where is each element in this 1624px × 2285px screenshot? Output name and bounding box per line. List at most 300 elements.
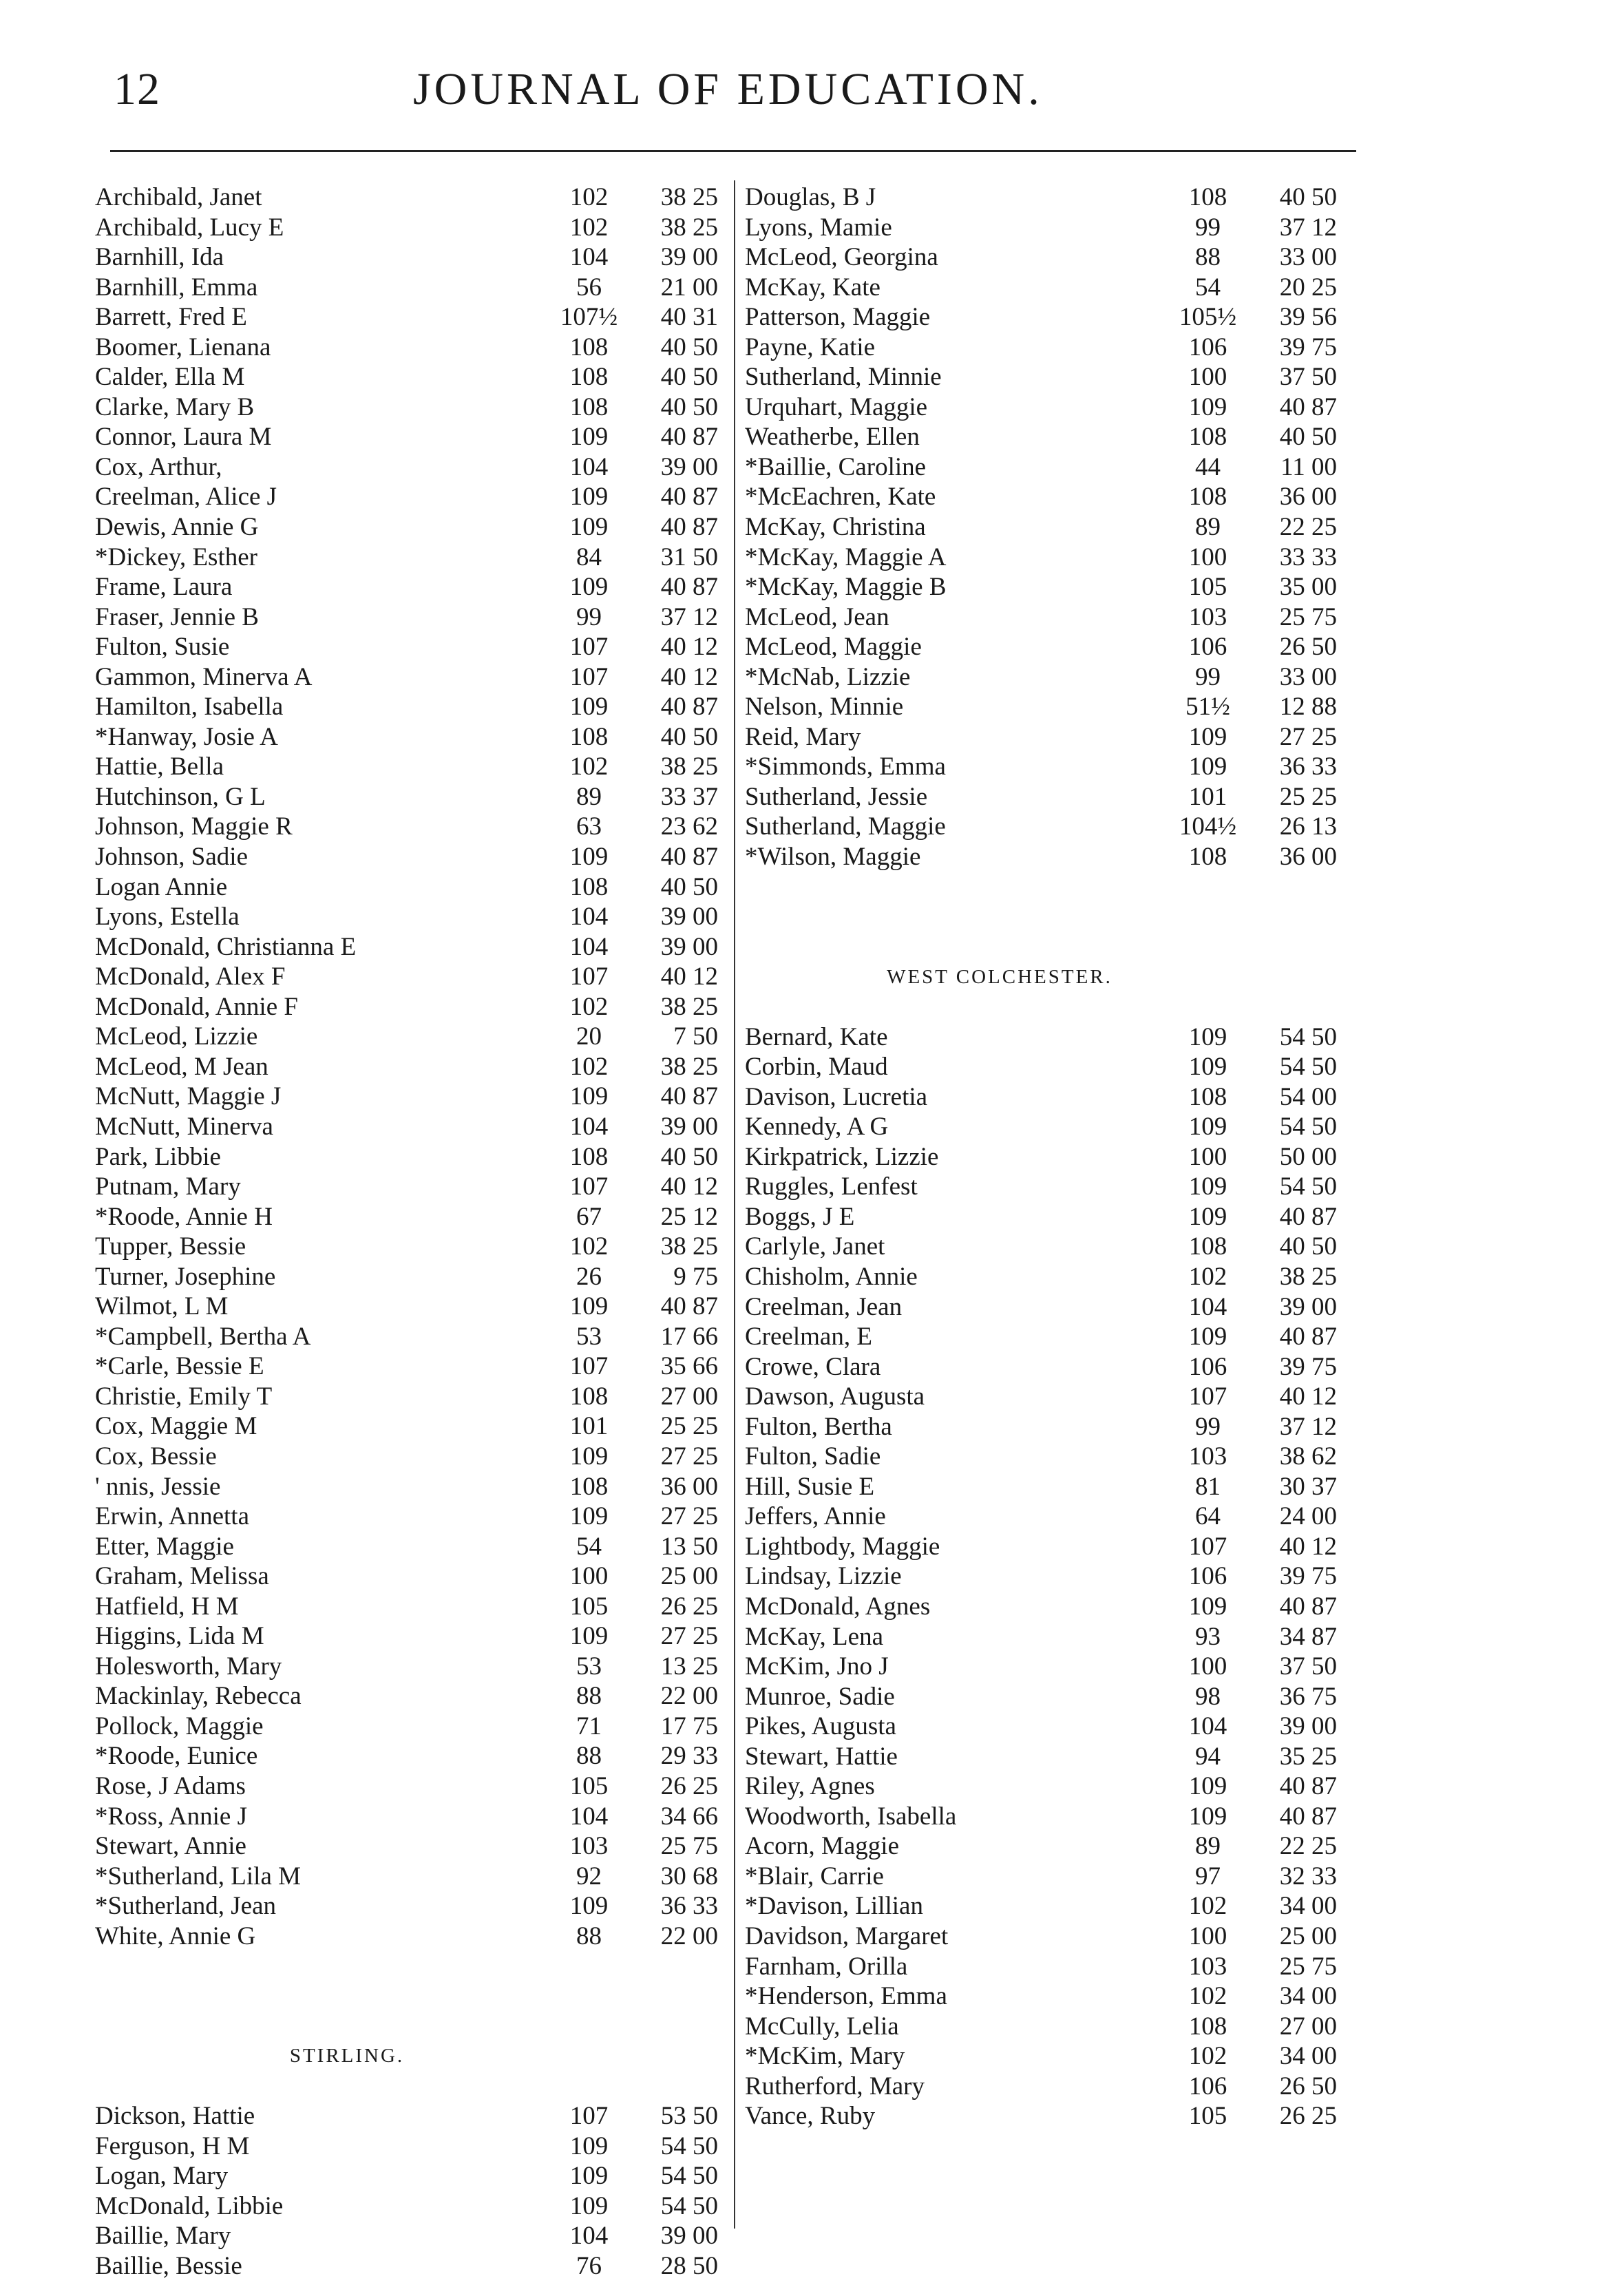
student-days: 88 xyxy=(576,1921,602,1950)
student-days: 63 xyxy=(576,812,602,841)
student-amount: 37 50 xyxy=(1279,363,1337,392)
student-days: 108 xyxy=(569,392,609,421)
student-name: Rose, J Adams xyxy=(95,1771,246,1800)
student-days: 109 xyxy=(569,2162,609,2191)
student-amount: 40 87 xyxy=(1279,1323,1337,1351)
table-row xyxy=(745,242,1364,273)
student-days: 102 xyxy=(569,1052,609,1081)
student-amount: 35 25 xyxy=(1279,1742,1337,1771)
student-days: 104 xyxy=(1188,1292,1227,1321)
student-amount: 37 12 xyxy=(1279,213,1337,242)
student-days: 108 xyxy=(569,722,609,751)
student-name: Munroe, Sadie xyxy=(745,1682,895,1711)
student-name: Urquhart, Maggie xyxy=(745,392,928,421)
student-name: Patterson, Maggie xyxy=(745,303,931,332)
table-row xyxy=(95,1382,723,1412)
student-name: Cox, Arthur, xyxy=(95,452,222,481)
table-row xyxy=(95,1202,723,1232)
student-amount: 40 87 xyxy=(660,1292,718,1321)
table-row xyxy=(745,213,1364,243)
table-row xyxy=(95,242,723,273)
student-amount: 22 00 xyxy=(660,1921,718,1950)
student-amount: 27 25 xyxy=(1279,722,1337,751)
student-name: *Roode, Annie H xyxy=(95,1202,273,1231)
table-row xyxy=(95,992,723,1022)
student-days: 100 xyxy=(1188,1652,1227,1681)
student-name: Sutherland, Minnie xyxy=(745,363,942,392)
table-row xyxy=(95,1712,723,1742)
table-row xyxy=(95,1621,723,1652)
table-row xyxy=(745,1742,1364,1772)
right-column xyxy=(745,182,1364,2131)
student-amount: 50 00 xyxy=(1279,1142,1337,1171)
student-name: Ferguson, H M xyxy=(95,2131,250,2160)
student-name: Mackinlay, Rebecca xyxy=(95,1682,302,1711)
student-days: 106 xyxy=(1188,2072,1227,2100)
student-name: McKay, Lena xyxy=(745,1622,884,1651)
table-row xyxy=(95,1262,723,1292)
student-name: Fraser, Jennie B xyxy=(95,602,259,631)
student-days: 102 xyxy=(1188,2042,1227,2071)
student-amount: 37 12 xyxy=(1279,1412,1337,1441)
student-days: 100 xyxy=(1188,543,1227,571)
student-days: 104 xyxy=(569,932,609,961)
table-row xyxy=(95,812,723,842)
student-amount: 38 25 xyxy=(660,752,718,781)
student-days: 102 xyxy=(1188,1982,1227,2011)
student-amount: 40 50 xyxy=(1279,1232,1337,1261)
student-amount: 54 00 xyxy=(1279,1082,1337,1111)
student-amount: 40 12 xyxy=(660,633,718,662)
student-name: Crowe, Clara xyxy=(745,1352,881,1381)
table-row xyxy=(95,692,723,722)
student-name: Creelman, Alice J xyxy=(95,483,277,512)
student-days: 109 xyxy=(569,1502,609,1531)
student-amount: 21 00 xyxy=(660,273,718,302)
student-name: McNutt, Minerva xyxy=(95,1112,273,1141)
student-name: White, Annie G xyxy=(95,1921,256,1950)
student-days: 108 xyxy=(569,872,609,901)
table-row xyxy=(95,662,723,693)
student-amount: 22 25 xyxy=(1279,1832,1337,1861)
student-amount: 13 25 xyxy=(660,1652,718,1681)
student-amount: 54 50 xyxy=(660,2191,718,2220)
student-name: Hatfield, H M xyxy=(95,1592,239,1621)
student-amount: 33 00 xyxy=(1279,662,1337,691)
student-name: Barnhill, Ida xyxy=(95,243,224,272)
student-amount: 34 87 xyxy=(1279,1622,1337,1651)
table-row xyxy=(95,602,723,633)
student-days: 109 xyxy=(1188,1592,1227,1621)
column-divider xyxy=(734,180,735,2229)
table-row xyxy=(95,1862,723,1892)
table-row xyxy=(745,2101,1364,2131)
student-amount: 25 75 xyxy=(1279,602,1337,631)
student-amount: 34 66 xyxy=(660,1802,718,1831)
student-name: Baillie, Bessie xyxy=(95,2252,242,2280)
student-amount: 40 87 xyxy=(1279,1802,1337,1831)
student-days: 109 xyxy=(569,1442,609,1471)
student-name: Hutchinson, G L xyxy=(95,782,266,811)
table-row xyxy=(745,1472,1364,1502)
student-name: Reid, Mary xyxy=(745,722,861,751)
student-name: Logan Annie xyxy=(95,872,228,901)
table-row xyxy=(745,1592,1364,1622)
student-days: 108 xyxy=(1188,483,1227,512)
table-row xyxy=(745,482,1364,512)
student-days: 107 xyxy=(1188,1532,1227,1561)
section-heading-west-colchester: WEST COLCHESTER. xyxy=(887,965,1112,988)
student-days: 100 xyxy=(1188,1921,1227,1950)
table-row xyxy=(95,1082,723,1112)
student-days: 107 xyxy=(1188,1382,1227,1411)
student-days: 108 xyxy=(569,1142,609,1171)
student-amount: 22 25 xyxy=(1279,513,1337,542)
table-row xyxy=(95,1292,723,1322)
student-days: 109 xyxy=(569,2191,609,2220)
student-days: 54 xyxy=(576,1532,602,1561)
student-name: Lyons, Mamie xyxy=(745,213,892,242)
student-days: 93 xyxy=(1195,1622,1221,1651)
student-days: 109 xyxy=(1188,1202,1227,1231)
student-amount: 40 87 xyxy=(660,573,718,602)
student-name: Jeffers, Annie xyxy=(745,1502,886,1531)
student-days: 109 xyxy=(1188,392,1227,421)
left-column xyxy=(95,182,723,2282)
table-row xyxy=(95,1442,723,1472)
student-amount: 36 75 xyxy=(1279,1682,1337,1711)
student-days: 109 xyxy=(1188,1323,1227,1351)
table-row xyxy=(95,872,723,903)
student-days: 109 xyxy=(1188,752,1227,781)
student-name: Putnam, Mary xyxy=(95,1172,241,1201)
student-days: 109 xyxy=(1188,1113,1227,1141)
student-days: 102 xyxy=(569,183,609,211)
table-row xyxy=(745,1052,1364,1082)
table-row xyxy=(745,1652,1364,1682)
student-name: Creelman, Jean xyxy=(745,1292,903,1321)
table-row xyxy=(95,962,723,992)
table-row xyxy=(745,1082,1364,1113)
table-row xyxy=(745,632,1364,662)
table-row xyxy=(745,1262,1364,1292)
student-name: Hill, Susie E xyxy=(745,1472,875,1501)
student-days: 107½ xyxy=(560,303,618,332)
student-amount: 40 50 xyxy=(660,363,718,392)
student-amount: 54 50 xyxy=(1279,1113,1337,1141)
student-amount: 40 50 xyxy=(660,392,718,421)
student-days: 109 xyxy=(569,1082,609,1111)
student-amount: 27 25 xyxy=(660,1502,718,1531)
student-days: 92 xyxy=(576,1862,602,1891)
student-days: 84 xyxy=(576,543,602,571)
student-days: 108 xyxy=(1188,2012,1227,2041)
table-row xyxy=(745,1022,1364,1053)
table-row xyxy=(95,392,723,423)
student-days: 109 xyxy=(569,693,609,722)
student-days: 109 xyxy=(569,513,609,542)
table-row xyxy=(95,752,723,782)
student-name: Lindsay, Lizzie xyxy=(745,1562,902,1591)
student-days: 26 xyxy=(576,1262,602,1291)
student-days: 109 xyxy=(1188,722,1227,751)
student-days: 54 xyxy=(1195,273,1221,302)
student-name: Woodworth, Isabella xyxy=(745,1802,957,1831)
student-days: 88 xyxy=(576,1682,602,1711)
student-days: 109 xyxy=(569,1622,609,1651)
student-days: 104 xyxy=(569,243,609,272)
student-days: 98 xyxy=(1195,1682,1221,1711)
student-name: Calder, Ella M xyxy=(95,363,245,392)
student-amount: 27 25 xyxy=(660,1622,718,1651)
student-days: 89 xyxy=(576,782,602,811)
table-row xyxy=(745,1622,1364,1652)
table-row xyxy=(745,1981,1364,2012)
student-amount: 39 00 xyxy=(660,452,718,481)
student-days: 109 xyxy=(1188,1802,1227,1831)
student-days: 56 xyxy=(576,273,602,302)
student-name: Davison, Lucretia xyxy=(745,1082,928,1111)
student-amount: 36 00 xyxy=(1279,483,1337,512)
student-name: *Henderson, Emma xyxy=(745,1982,947,2011)
student-amount: 9 75 xyxy=(673,1262,718,1291)
student-name: Sutherland, Maggie xyxy=(745,812,946,841)
student-amount: 26 13 xyxy=(1279,812,1337,841)
student-days: 109 xyxy=(1188,1022,1227,1051)
student-amount: 40 50 xyxy=(660,872,718,901)
student-amount: 40 87 xyxy=(1279,1202,1337,1231)
student-days: 104 xyxy=(569,1802,609,1831)
student-days: 104 xyxy=(1188,1712,1227,1741)
student-amount: 38 25 xyxy=(660,1052,718,1081)
student-amount: 24 00 xyxy=(1279,1502,1337,1531)
student-days: 99 xyxy=(1195,662,1221,691)
student-days: 108 xyxy=(1188,1232,1227,1261)
student-days: 89 xyxy=(1195,1832,1221,1861)
student-days: 108 xyxy=(1188,1082,1227,1111)
student-days: 89 xyxy=(1195,513,1221,542)
student-amount: 38 25 xyxy=(660,992,718,1021)
student-amount: 29 33 xyxy=(660,1742,718,1771)
student-amount: 30 68 xyxy=(660,1862,718,1891)
section-gap xyxy=(745,872,1364,932)
student-amount: 34 00 xyxy=(1279,1982,1337,2011)
table-row xyxy=(745,1921,1364,1952)
student-days: 103 xyxy=(569,1832,609,1861)
left-list-2 xyxy=(95,2101,723,2281)
student-name: Carlyle, Janet xyxy=(745,1232,885,1261)
student-name: *McNab, Lizzie xyxy=(745,662,911,691)
table-row xyxy=(95,632,723,662)
student-days: 103 xyxy=(1188,1442,1227,1471)
student-days: 107 xyxy=(569,962,609,991)
table-row xyxy=(745,1771,1364,1802)
student-days: 105 xyxy=(569,1771,609,1800)
table-row xyxy=(95,1052,723,1082)
student-days: 71 xyxy=(576,1712,602,1740)
student-name: McLeod, M Jean xyxy=(95,1052,268,1081)
student-name: Wilmot, L M xyxy=(95,1292,229,1321)
student-name: ' nnis, Jessie xyxy=(95,1472,221,1501)
student-name: McCully, Lelia xyxy=(745,2012,899,2041)
student-name: McDonald, Alex F xyxy=(95,962,286,991)
student-days: 102 xyxy=(569,992,609,1021)
table-row xyxy=(95,1592,723,1622)
student-name: *Baillie, Caroline xyxy=(745,452,927,481)
student-amount: 25 75 xyxy=(1279,1952,1337,1981)
table-row xyxy=(95,1411,723,1442)
student-name: Johnson, Maggie R xyxy=(95,812,293,841)
table-row xyxy=(95,572,723,602)
student-name: Dewis, Annie G xyxy=(95,513,259,542)
student-amount: 27 00 xyxy=(660,1382,718,1411)
student-days: 107 xyxy=(569,1172,609,1201)
student-days: 109 xyxy=(569,2131,609,2160)
student-name: Erwin, Annetta xyxy=(95,1502,250,1531)
student-name: McDonald, Christianna E xyxy=(95,932,357,961)
student-amount: 25 00 xyxy=(1279,1921,1337,1950)
student-days: 107 xyxy=(569,633,609,662)
student-name: Baillie, Mary xyxy=(95,2222,231,2251)
table-row xyxy=(745,512,1364,543)
table-row xyxy=(745,1292,1364,1323)
section-heading-stirling: STIRLING. xyxy=(289,2045,405,2067)
student-amount: 39 75 xyxy=(1279,1352,1337,1381)
table-row xyxy=(95,1232,723,1262)
student-amount: 36 00 xyxy=(660,1472,718,1501)
student-days: 107 xyxy=(569,662,609,691)
student-days: 108 xyxy=(569,333,609,361)
table-row xyxy=(95,543,723,573)
student-amount: 12 88 xyxy=(1279,693,1337,722)
student-name: *Simmonds, Emma xyxy=(745,752,946,781)
student-amount: 54 50 xyxy=(1279,1022,1337,1051)
student-name: Lightbody, Maggie xyxy=(745,1532,940,1561)
table-row xyxy=(745,1232,1364,1262)
left-list-1 xyxy=(95,182,723,1951)
student-days: 94 xyxy=(1195,1742,1221,1771)
student-amount: 27 25 xyxy=(660,1442,718,1471)
student-days: 99 xyxy=(1195,213,1221,242)
student-name: McKay, Christina xyxy=(745,513,926,542)
student-name: Holesworth, Mary xyxy=(95,1652,282,1681)
student-amount: 25 00 xyxy=(660,1562,718,1591)
table-row xyxy=(95,2251,723,2282)
table-row xyxy=(95,1532,723,1562)
student-amount: 23 62 xyxy=(660,812,718,841)
student-amount: 40 87 xyxy=(660,513,718,542)
student-amount: 40 50 xyxy=(1279,183,1337,211)
student-days: 97 xyxy=(1195,1862,1221,1891)
student-name: *Blair, Carrie xyxy=(745,1862,884,1891)
student-amount: 40 87 xyxy=(1279,392,1337,421)
student-name: Archibald, Janet xyxy=(95,183,262,211)
student-name: Sutherland, Jessie xyxy=(745,782,928,811)
student-amount: 39 75 xyxy=(1279,1562,1337,1591)
table-row xyxy=(745,1561,1364,1592)
student-name: Fulton, Susie xyxy=(95,633,230,662)
table-row xyxy=(95,1322,723,1352)
student-name: Corbin, Maud xyxy=(745,1053,888,1082)
table-row xyxy=(745,1112,1364,1142)
student-amount: 26 25 xyxy=(1279,2102,1337,2131)
student-name: Chisholm, Annie xyxy=(745,1262,918,1291)
table-row xyxy=(95,1771,723,1802)
page-number: 12 xyxy=(114,64,160,114)
student-amount: 20 25 xyxy=(1279,273,1337,302)
student-amount: 38 25 xyxy=(660,213,718,242)
table-row xyxy=(745,692,1364,722)
student-days: 108 xyxy=(1188,183,1227,211)
student-days: 102 xyxy=(569,752,609,781)
table-row xyxy=(95,1831,723,1862)
table-row xyxy=(95,2161,723,2191)
student-days: 76 xyxy=(576,2252,602,2280)
student-amount: 39 00 xyxy=(1279,1712,1337,1741)
student-days: 102 xyxy=(1188,1262,1227,1291)
table-row xyxy=(95,2101,723,2131)
student-name: Tupper, Bessie xyxy=(95,1232,246,1261)
student-name: Connor, Laura M xyxy=(95,423,272,452)
student-name: *Sutherland, Jean xyxy=(95,1892,277,1921)
student-amount: 25 25 xyxy=(1279,782,1337,811)
student-name: McKay, Kate xyxy=(745,273,880,302)
right-list-2 xyxy=(745,1022,1364,2131)
student-amount: 35 00 xyxy=(1279,573,1337,602)
student-amount: 54 50 xyxy=(660,2131,718,2160)
student-name: Park, Libbie xyxy=(95,1142,221,1171)
table-row xyxy=(95,182,723,213)
table-row xyxy=(95,422,723,452)
student-name: Bernard, Kate xyxy=(745,1022,888,1051)
student-amount: 53 50 xyxy=(660,2102,718,2131)
student-days: 109 xyxy=(1188,1172,1227,1201)
student-amount: 36 33 xyxy=(660,1892,718,1921)
student-amount: 40 12 xyxy=(660,1172,718,1201)
student-amount: 39 00 xyxy=(660,903,718,931)
student-amount: 40 12 xyxy=(1279,1382,1337,1411)
table-row xyxy=(745,1502,1364,1532)
student-name: Ruggles, Lenfest xyxy=(745,1172,918,1201)
student-amount: 54 50 xyxy=(1279,1053,1337,1082)
table-row xyxy=(95,213,723,243)
table-row xyxy=(95,273,723,303)
student-days: 100 xyxy=(1188,1142,1227,1171)
student-name: Johnson, Sadie xyxy=(95,843,248,872)
student-name: Higgins, Lida M xyxy=(95,1622,264,1651)
student-days: 107 xyxy=(569,2102,609,2131)
table-row xyxy=(745,1172,1364,1202)
student-days: 105 xyxy=(1188,2102,1227,2131)
student-name: *Wilson, Maggie xyxy=(745,843,921,872)
student-days: 51½ xyxy=(1185,693,1230,722)
student-days: 108 xyxy=(1188,843,1227,872)
student-name: Farnham, Orilla xyxy=(745,1952,908,1981)
table-row xyxy=(745,752,1364,782)
student-amount: 40 50 xyxy=(660,1142,718,1171)
student-amount: 40 31 xyxy=(660,303,718,332)
table-row xyxy=(745,1352,1364,1382)
student-amount: 30 37 xyxy=(1279,1472,1337,1501)
student-name: McLeod, Maggie xyxy=(745,633,922,662)
student-name: Hamilton, Isabella xyxy=(95,693,284,722)
student-days: 109 xyxy=(569,573,609,602)
student-name: Creelman, E xyxy=(745,1323,872,1351)
student-amount: 7 50 xyxy=(673,1022,718,1051)
table-row xyxy=(745,1891,1364,1921)
student-days: 108 xyxy=(569,1382,609,1411)
student-name: Archibald, Lucy E xyxy=(95,213,284,242)
